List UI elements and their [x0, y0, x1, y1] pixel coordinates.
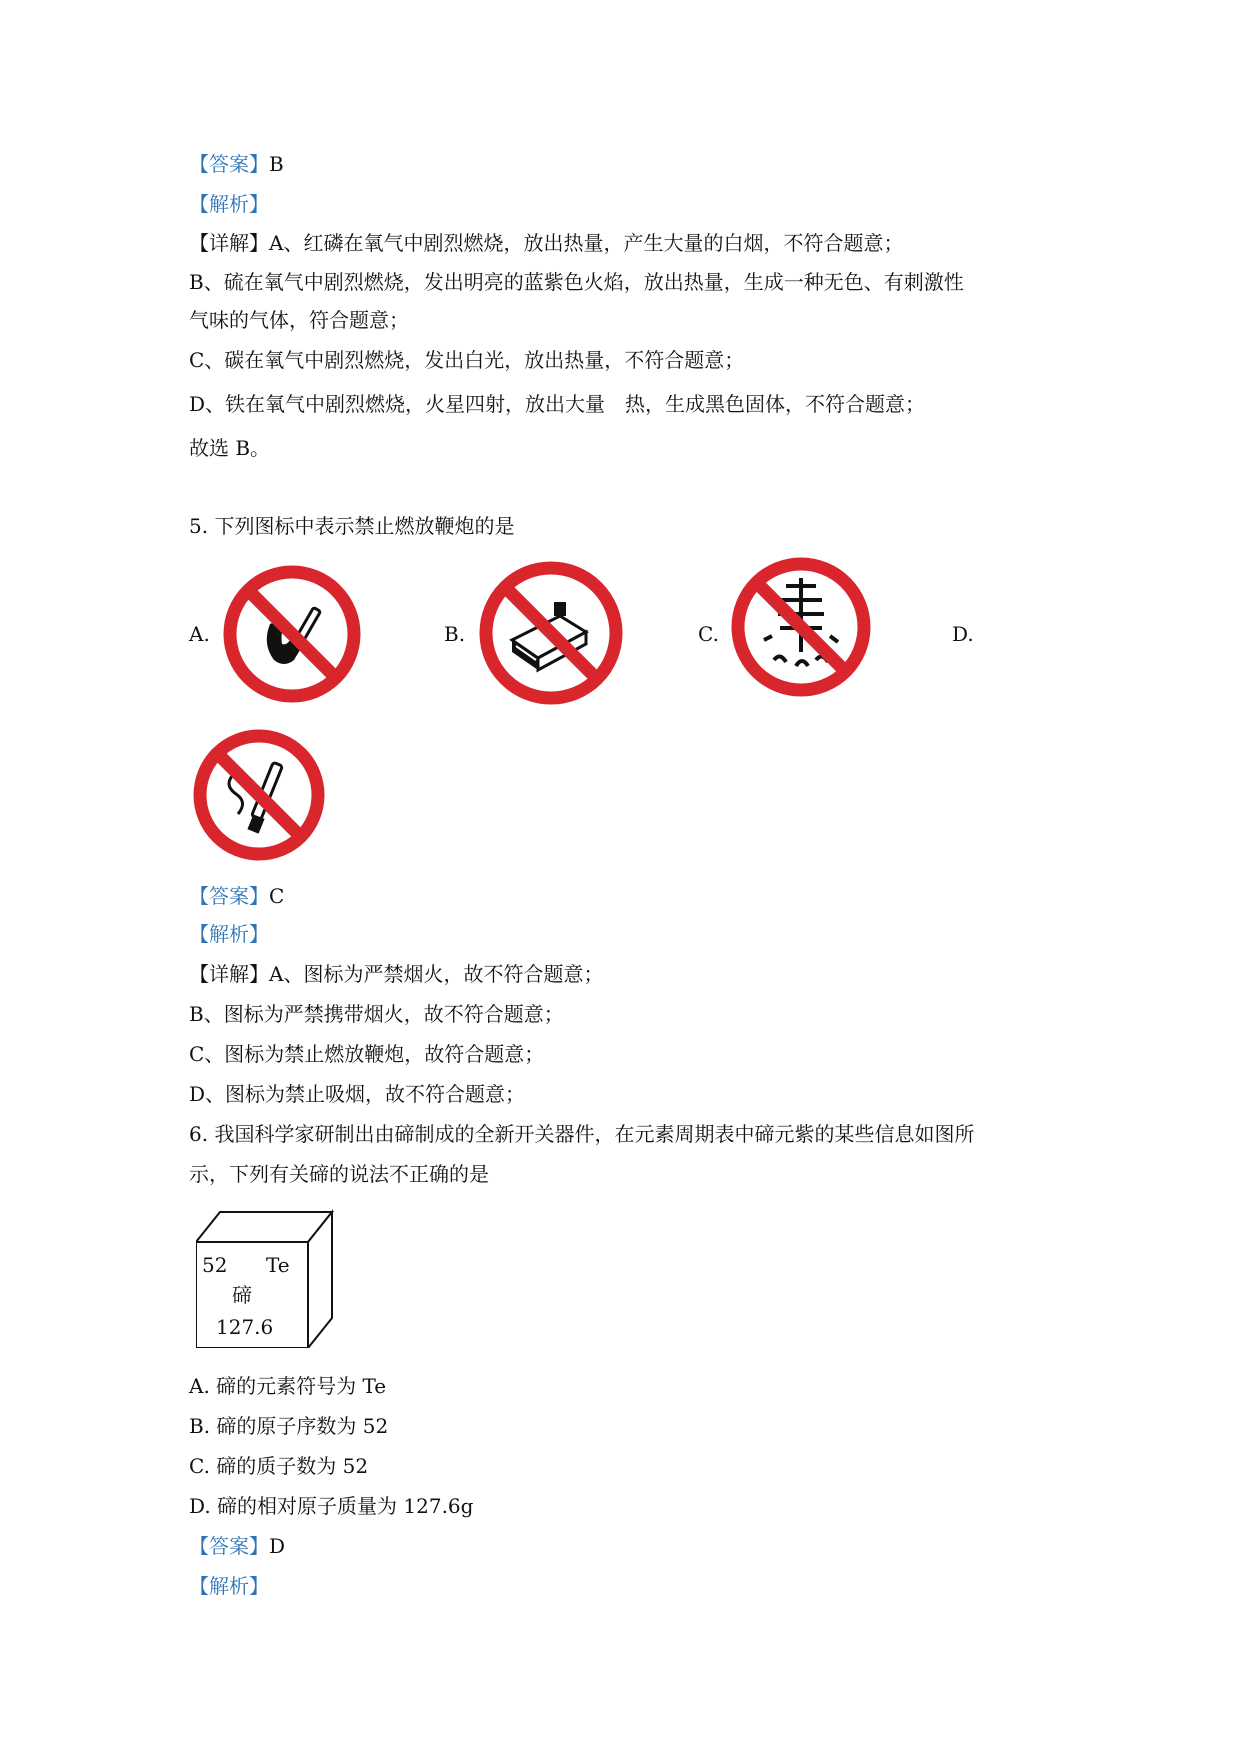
q4-conclusion: 故选 B。: [189, 436, 271, 460]
q6-option-b: B. 碲的原子序数为 52: [189, 1414, 389, 1438]
q4-answer-line: [189, 152, 284, 176]
q6-answer-line: [189, 1534, 285, 1558]
q5-option-b-label: B.: [444, 622, 466, 646]
answer-tag: 【答案】: [189, 884, 269, 908]
q5-detail-line-2: B、图标为严禁携带烟火，故不符合题意；: [189, 1002, 564, 1026]
no-smoking-icon: [192, 728, 326, 866]
q5-detail-line-3: C、图标为禁止燃放鞭炮，故符合题意；: [189, 1042, 545, 1066]
q6-option-d: D. 碲的相对原子质量为 127.6g: [189, 1494, 474, 1518]
q4-detail-line-5: D、铁在氧气中剧烈燃烧，火星四射，放出大量 热，生成黑色固体，不符合题意；: [189, 392, 926, 416]
answer-tag: 【答案】: [189, 1534, 269, 1558]
q5-option-d-label: D.: [952, 622, 974, 646]
no-fire-icon: [222, 564, 362, 708]
answer-value: C: [269, 884, 285, 908]
q5-option-c-label: C.: [698, 622, 719, 646]
no-firecrackers-icon: [730, 556, 872, 702]
q6-option-c: C. 碲的质子数为 52: [189, 1454, 369, 1478]
element-symbol: Te: [266, 1253, 290, 1277]
q4-detail-line-4: C、碳在氧气中剧烈燃烧，发出白光，放出热量，不符合题意；: [189, 348, 745, 372]
element-mass: 127.6: [216, 1315, 274, 1339]
q4-detail-line-1: 【详解】A、红磷在氧气中剧烈燃烧，放出热量，产生大量的白烟，不符合题意；: [189, 231, 904, 255]
q4-detail-line-3: 气味的气体，符合题意；: [189, 308, 409, 332]
element-atomic-number: 52: [202, 1253, 228, 1277]
detail-tag: 【详解】: [189, 231, 269, 255]
detail-tag: 【详解】: [189, 962, 269, 986]
q5-detail-line-1: 【详解】A、图标为严禁烟火，故不符合题意；: [189, 962, 604, 986]
q6-question-line-2: 示，下列有关碲的说法不正确的是: [189, 1162, 489, 1186]
element-card: [196, 1208, 336, 1352]
q5-detail-line-4: D、图标为禁止吸烟，故不符合题意；: [189, 1082, 526, 1106]
element-name: 碲: [232, 1283, 252, 1307]
q6-question-line-1: 6. 我国科学家研制出由碲制成的全新开关器件，在元素周期表中碲元紫的某些信息如图所: [189, 1122, 975, 1146]
answer-value: D: [269, 1534, 286, 1558]
no-matches-icon: [478, 560, 624, 710]
q5-analysis-tag: 【解析】: [189, 922, 269, 946]
q5-answer-line: [189, 884, 284, 908]
q6-analysis-tag: 【解析】: [189, 1574, 269, 1598]
q5-option-a-label: A.: [189, 622, 210, 646]
answer-tag: 【答案】: [189, 152, 269, 176]
q4-detail-line-2: B、硫在氧气中剧烈燃烧，发出明亮的蓝紫色火焰，放出热量，生成一种无色、有刺激性: [189, 270, 964, 294]
q4-analysis-tag: 【解析】: [189, 192, 269, 216]
q6-option-a: A. 碲的元素符号为 Te: [189, 1374, 387, 1398]
answer-value: B: [269, 152, 284, 176]
q5-question: 5. 下列图标中表示禁止燃放鞭炮的是: [189, 514, 515, 538]
